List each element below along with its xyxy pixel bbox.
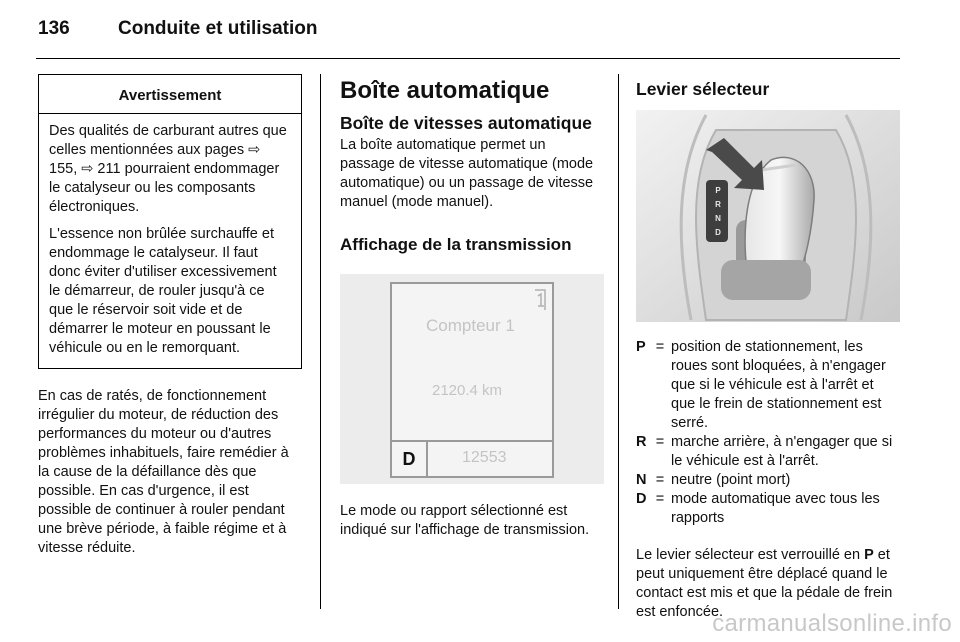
display-heading: Affichage de la transmission (340, 235, 572, 254)
warning-paragraph: Des qualités de carburant autres que celles mentionnées aux pages ⇨ 155, ⇨ 211 pourraient endommager le catalyseur ou les composants électroniques. (49, 123, 287, 215)
section-title: Conduite et utilisation (118, 18, 318, 39)
display-frame (390, 282, 554, 478)
definition-equals: = (655, 434, 665, 450)
column-divider (618, 74, 619, 609)
definition-text: position de stationnement, les roues sont bloquées, à n'engager que si le véhicule est à l'arrêt et que le frein de stationnement est serré. (671, 339, 886, 431)
display-gear-indicator: D (392, 442, 428, 476)
list-item (636, 433, 900, 471)
warning-title: Avertissement (39, 75, 301, 114)
definition-key: N (636, 472, 647, 488)
selector-lever-figure (636, 110, 900, 322)
automatic-title: Boîte automatique (340, 77, 550, 104)
list-item (636, 338, 900, 433)
definition-equals: = (655, 472, 665, 488)
lock-text-key: P (864, 547, 874, 563)
selector-title: Levier sélecteur (636, 79, 770, 99)
gate-letter: P (715, 186, 721, 195)
transmission-display-figure (340, 274, 604, 484)
trip-counter-icon (532, 286, 548, 312)
display-counter-label: Compteur 1 (426, 316, 515, 335)
display-trip-km: 2120.4 km (432, 382, 503, 399)
gate-letter: R (715, 200, 721, 209)
column-middle (340, 74, 604, 540)
column-left (38, 74, 302, 558)
lock-text-post: et peut uniquement être déplacé quand le contact est mis et que la pédale de frein est enfoncée. (636, 547, 893, 620)
column-divider (320, 74, 321, 609)
gate-letter: N (715, 214, 721, 223)
lock-text-pre: Le levier sélecteur est verrouillé en (636, 547, 865, 563)
definition-key: D (636, 491, 647, 507)
page-header (38, 18, 318, 48)
page-number: 136 (38, 18, 70, 39)
gear-definition-list (636, 338, 900, 528)
definition-text: mode automatique avec tous les rapports (671, 491, 880, 526)
definition-key: R (636, 434, 647, 450)
definition-key: P (636, 339, 646, 355)
display-bottom-bar (392, 440, 552, 476)
definition-equals: = (655, 339, 665, 355)
warning-box (38, 74, 302, 369)
gate-letter: D (715, 228, 721, 237)
gear-gate-labels (709, 184, 727, 240)
display-caption: Le mode ou rapport sélectionné est indiqué sur l'affichage de transmission. (340, 503, 590, 538)
warning-paragraph: L'essence non brûlée surchauffe et endommage le catalyseur. Il faut donc éviter d'utiliser excessivement le démarreur, de rouler jusqu'à ce que le réservoir soit vide et de démarrer le moteur en poussant le véhicule ou en le remorquant. (49, 226, 277, 356)
automatic-subtitle: Boîte de vitesses automatique (340, 113, 592, 133)
header-rule (36, 58, 900, 59)
misfire-paragraph: En cas de ratés, de fonctionnement irrégulier du moteur, de réduction des performances du moteur ou d'autres problèmes inhabituels, faire remédier à la cause de la défaillance dès que possible. En cas d'urgence, il est possible de continuer à rouler pendant une brève période, à faible régime et à vitesse réduite. (38, 388, 289, 556)
column-right (636, 74, 900, 622)
list-item (636, 490, 900, 528)
list-item (636, 471, 900, 490)
definition-equals: = (655, 491, 665, 507)
selector-lever-illustration (636, 110, 900, 322)
watermark: carmanualsonline.info (712, 610, 952, 637)
definition-text: neutre (point mort) (671, 472, 791, 488)
display-odometer: 12553 (462, 449, 507, 466)
warning-body (39, 114, 301, 368)
automatic-intro: La boîte automatique permet un passage de vitesse automatique (mode automatique) ou un passage de vitesse manuel (mode manuel). (340, 137, 594, 210)
definition-text: marche arrière, à n'engager que si le véhicule est à l'arrêt. (671, 434, 893, 469)
